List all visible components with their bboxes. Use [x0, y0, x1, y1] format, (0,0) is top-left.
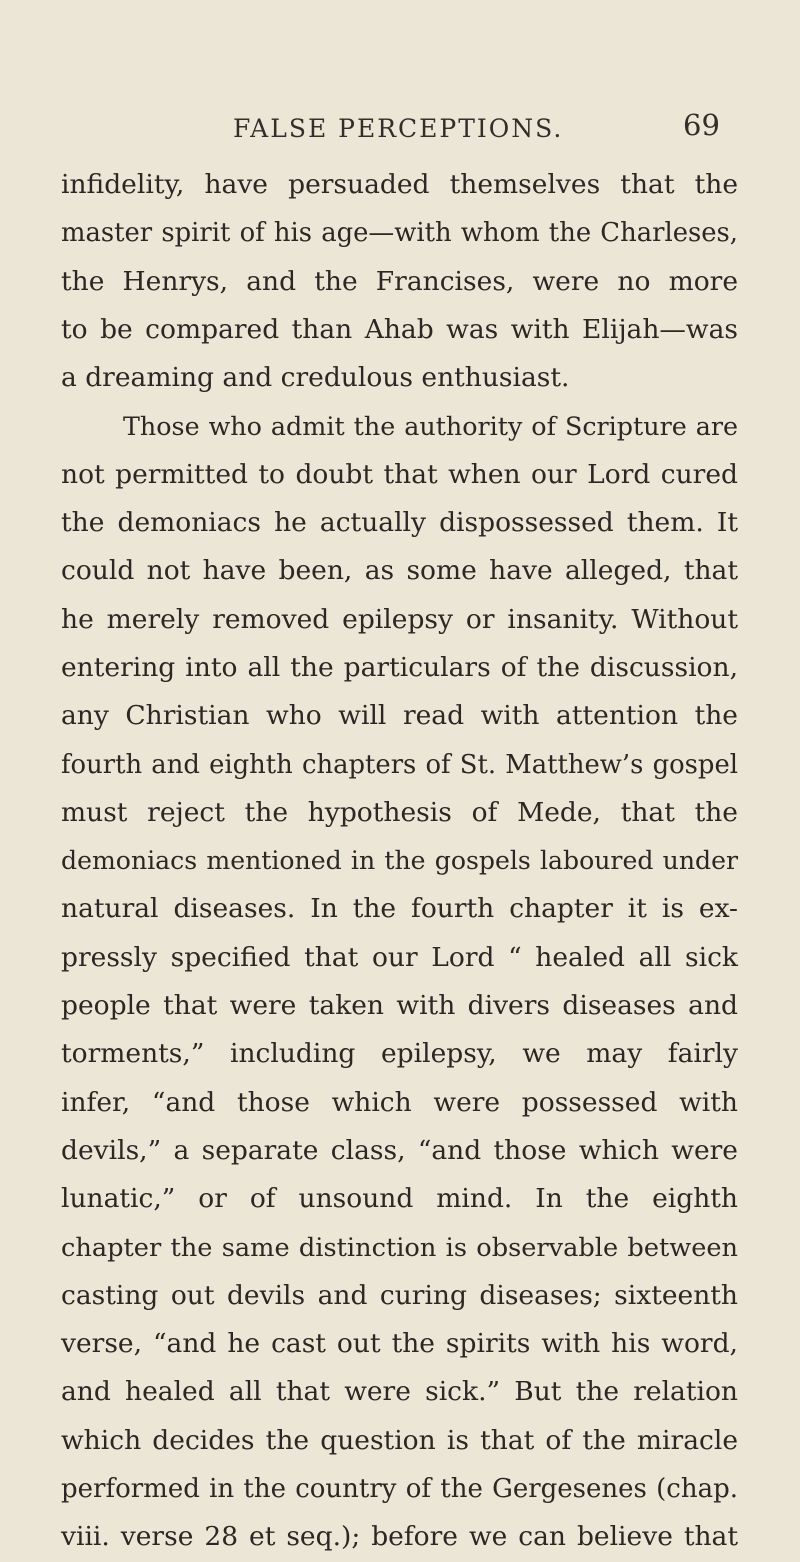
text-line: entering into all the particulars of the discussion, [61, 651, 738, 683]
text-line: the demoniacs he actually dispossessed them. It [61, 507, 738, 539]
running-title: FALSE PERCEPTIONS. [233, 114, 564, 143]
text-line: torments,” including epilepsy, we may fairly [61, 1038, 738, 1070]
body-text [61, 161, 738, 1562]
text-line: people that were taken with divers diseases and [61, 990, 738, 1022]
text-line: he merely removed epilepsy or insanity. Without [61, 603, 738, 635]
text-line: a dreaming and credulous enthusiast. [61, 362, 570, 394]
text-line: and healed all that were sick.” But the relation [61, 1376, 738, 1408]
text-line: the Henrys, and the Francises, were no more [61, 265, 738, 297]
text-line: casting out devils and curing diseases; sixteenth [61, 1279, 738, 1311]
text-line: natural diseases. In the fourth chapter it is ex- [61, 893, 738, 925]
text-line: any Christian who will read with attention the [61, 700, 738, 732]
text-line: demoniacs mentioned in the gospels laboured under [61, 846, 738, 876]
text-line: chapter the same distinction is observable between [61, 1232, 738, 1263]
page-header [0, 104, 800, 144]
text-line: infidelity, have persuaded themselves that the [61, 169, 738, 200]
text-line: to be compared than Ahab was with Elijah—was [61, 313, 738, 345]
text-line: which decides the question is that of the miracle [61, 1424, 738, 1456]
text-line: master spirit of his age—with whom the Charleses, [61, 218, 738, 249]
page-number: 69 [683, 108, 720, 142]
text-line: could not have been, as some have alleged, that [61, 555, 738, 587]
text-line: must reject the hypothesis of Mede, that the [61, 796, 738, 828]
text-line: pressly specified that our Lord “ healed all sick [61, 941, 738, 973]
text-line: fourth and eighth chapters of St. Matthew’s gospel [61, 749, 738, 780]
text-line: devils,” a separate class, “and those which were [61, 1134, 738, 1166]
text-line: verse, “and he cast out the spirits with his word, [61, 1328, 738, 1360]
text-line: infer, “and those which were possessed with [61, 1086, 738, 1118]
text-line: lunatic,” or of unsound mind. In the eighth [61, 1183, 738, 1215]
text-line: viii. verse 28 et seq.); before we can believe that [61, 1521, 738, 1553]
text-line: performed in the country of the Gergesenes (chap. [61, 1474, 738, 1505]
paragraph-start-line: Those who admit the authority of Scripture are [123, 411, 738, 442]
text-line: not permitted to doubt that when our Lord cured [61, 458, 738, 490]
